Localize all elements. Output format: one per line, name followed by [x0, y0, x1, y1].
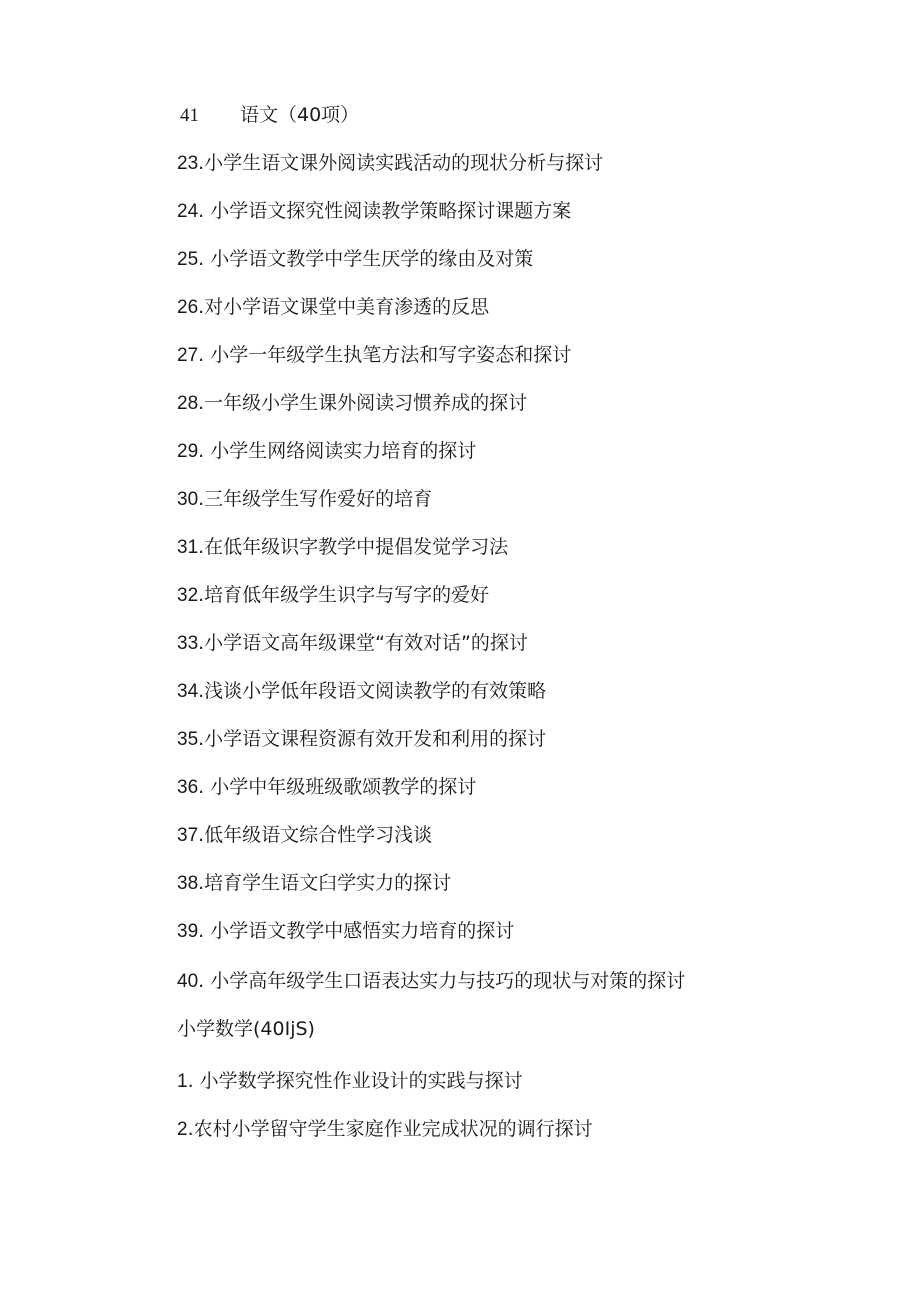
item-number: 31 [177, 537, 199, 558]
item-number: 29 [177, 441, 199, 462]
list-item [177, 342, 571, 369]
list-item [177, 246, 533, 273]
item-number: 37 [177, 825, 199, 846]
item-text: . 小学高年级学生口语表达实力与技巧的现状与对策的探讨 [198, 970, 686, 992]
list-item [177, 294, 489, 321]
item-number: 25 [177, 249, 199, 270]
item-text: . 小学语文教学中学生厌学的缘由及对策 [198, 248, 534, 270]
item-number: 36 [177, 777, 199, 798]
item-number: 27 [177, 345, 199, 366]
item-text: .小学生语文课外阅读实践活动的现状分析与探讨 [198, 152, 604, 174]
item-text: .低年级语文综合性学习浅谈 [198, 824, 433, 846]
list-item [177, 438, 476, 465]
list-item [177, 774, 476, 801]
item-number: 35 [177, 729, 199, 750]
list-item [177, 150, 603, 177]
item-text: .在低年级识字教学中提倡发觉学习法 [198, 536, 509, 558]
item-text: .小学语文课程资源有效开发和利用的探讨 [198, 728, 547, 750]
section-header [180, 102, 359, 129]
item-number: 2 [177, 1119, 188, 1140]
list-item [177, 1116, 593, 1143]
item-text: . 小学一年级学生执笔方法和写字姿态和探讨 [198, 344, 572, 366]
list-item [177, 678, 546, 705]
list-item [177, 726, 546, 753]
item-number: 32 [177, 585, 199, 606]
math-section-header [177, 1016, 315, 1042]
item-text: .对小学语文课堂中美育渗透的反思 [198, 296, 490, 318]
item-number: 38 [177, 873, 199, 894]
item-text: . 小学生网络阅读实力培育的探讨 [198, 440, 477, 462]
list-item [177, 1068, 523, 1095]
item-number: 34 [177, 681, 199, 702]
item-text: . 小学中年级班级歌颂教学的探讨 [198, 776, 477, 798]
item-text: . 小学语文探究性阅读教学策略探讨课题方案 [198, 200, 572, 222]
item-text: .农村小学留守学生家庭作业完成状况的调行探讨 [187, 1118, 593, 1140]
list-item [177, 534, 508, 561]
list-item [177, 390, 527, 417]
list-item [177, 582, 489, 609]
item-number: 1 [177, 1071, 188, 1092]
list-item [177, 630, 528, 657]
item-number: 24 [177, 201, 199, 222]
item-text: . 小学数学探究性作业设计的实践与探讨 [187, 1070, 523, 1092]
list-item [177, 822, 432, 849]
section-title: 语文（40项） [240, 104, 360, 126]
item-number: 23 [177, 153, 199, 174]
math-section-title: 小学数学(40IjS) [177, 1018, 315, 1040]
item-number: 26 [177, 297, 199, 318]
list-item [177, 486, 432, 513]
item-text: .培育学生语文臼学实力的探讨 [198, 872, 452, 894]
list-item [177, 968, 685, 995]
item-text: .培育低年级学生识字与写字的爱好 [198, 584, 490, 606]
item-text: .小学语文高年级课堂“有效对话”的探讨 [198, 632, 528, 654]
item-number: 39 [177, 921, 199, 942]
item-number: 28 [177, 393, 199, 414]
list-item [177, 870, 451, 897]
item-number: 33 [177, 633, 199, 654]
item-number: 30 [177, 489, 199, 510]
item-text: .三年级学生写作爱好的培育 [198, 488, 433, 510]
item-text: .浅谈小学低年段语文阅读教学的有效策略 [198, 680, 547, 702]
list-item [177, 198, 571, 225]
section-number: 41 [180, 105, 199, 126]
item-text: .一年级小学生课外阅读习惯养成的探讨 [198, 392, 528, 414]
list-item [177, 918, 514, 945]
item-number: 40 [177, 971, 199, 992]
item-text: . 小学语文教学中感悟实力培育的探讨 [198, 920, 515, 942]
